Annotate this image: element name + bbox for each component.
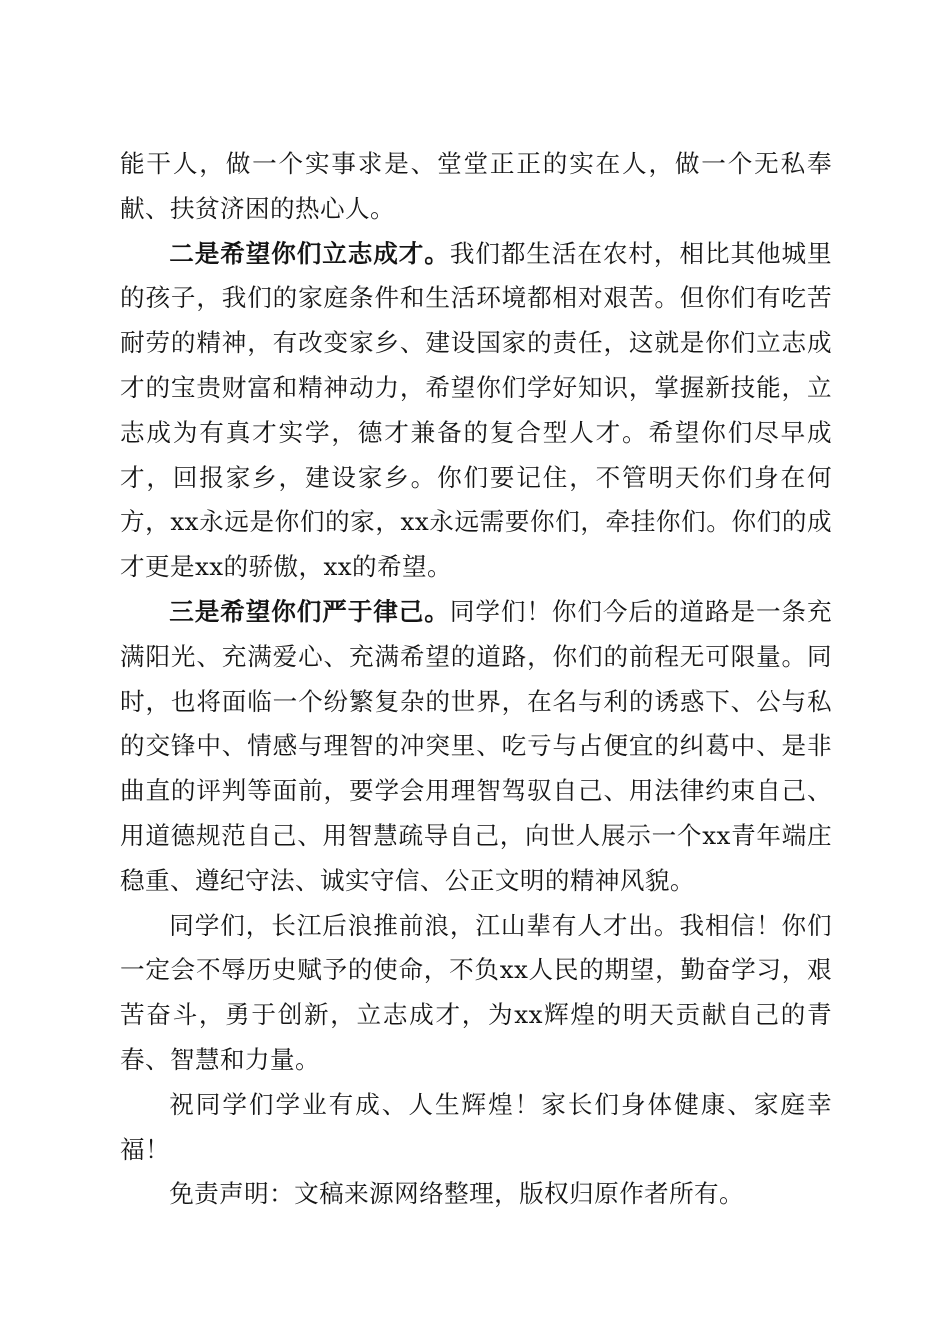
paragraph-self-discipline bbox=[120, 590, 832, 904]
document-body bbox=[120, 142, 832, 1217]
paragraph-aspiration bbox=[120, 232, 832, 590]
paragraph-text: 同学们！你们今后的道路是一条充满阳光、充满爱心、充满希望的道路，你们的前程无可限量。同时，也将面临一个纷繁复杂的世界，在名与利的诱惑下、公与私的交锋中、情感与理智的冲突里、吃亏与占便宜的纠葛中、是非曲直的评判等面前，要学会用理智驾驭自己、用法律约束自己、用道德规范自己、用智慧疏导自己，向世人展示一个xx青年端庄稳重、遵纪守法、诚实守信、公正文明的精神风貌。 bbox=[120, 596, 832, 895]
paragraph-text: 祝同学们学业有成、人生辉煌！家长们身体健康、家庭幸福！ bbox=[120, 1089, 832, 1164]
disclaimer bbox=[120, 1172, 832, 1217]
paragraph-heading: 二是希望你们立志成才。 bbox=[169, 238, 450, 268]
disclaimer-text: 免责声明：文稿来源网络整理，版权归原作者所有。 bbox=[169, 1179, 745, 1209]
paragraph-closing bbox=[120, 904, 832, 1083]
paragraph-wishes bbox=[120, 1083, 832, 1173]
paragraph-text: 同学们，长江后浪推前浪，江山辈有人才出。我相信！你们一定会不辱历史赋予的使命，不负xx人民的期望，勤奋学习，艰苦奋斗，勇于创新，立志成才，为xx辉煌的明天贡献自己的青春、智慧和力量。 bbox=[120, 910, 832, 1074]
paragraph-continuation bbox=[120, 142, 832, 232]
paragraph-heading: 三是希望你们严于律己。 bbox=[169, 596, 450, 626]
paragraph-text: 我们都生活在农村，相比其他城里的孩子，我们的家庭条件和生活环境都相对艰苦。但你们有吃苦耐劳的精神，有改变家乡、建设国家的责任，这就是你们立志成才的宝贵财富和精神动力，希望你们学好知识，掌握新技能，立志成为有真才实学，德才兼备的复合型人才。希望你们尽早成才，回报家乡，建设家乡。你们要记住，不管明天你们身在何方，xx永远是你们的家，xx永远需要你们，牵挂你们。你们的成才更是xx的骄傲，xx的希望。 bbox=[120, 238, 832, 582]
paragraph-text: 能干人，做一个实事求是、堂堂正正的实在人，做一个无私奉献、扶贫济困的热心人。 bbox=[120, 149, 832, 223]
